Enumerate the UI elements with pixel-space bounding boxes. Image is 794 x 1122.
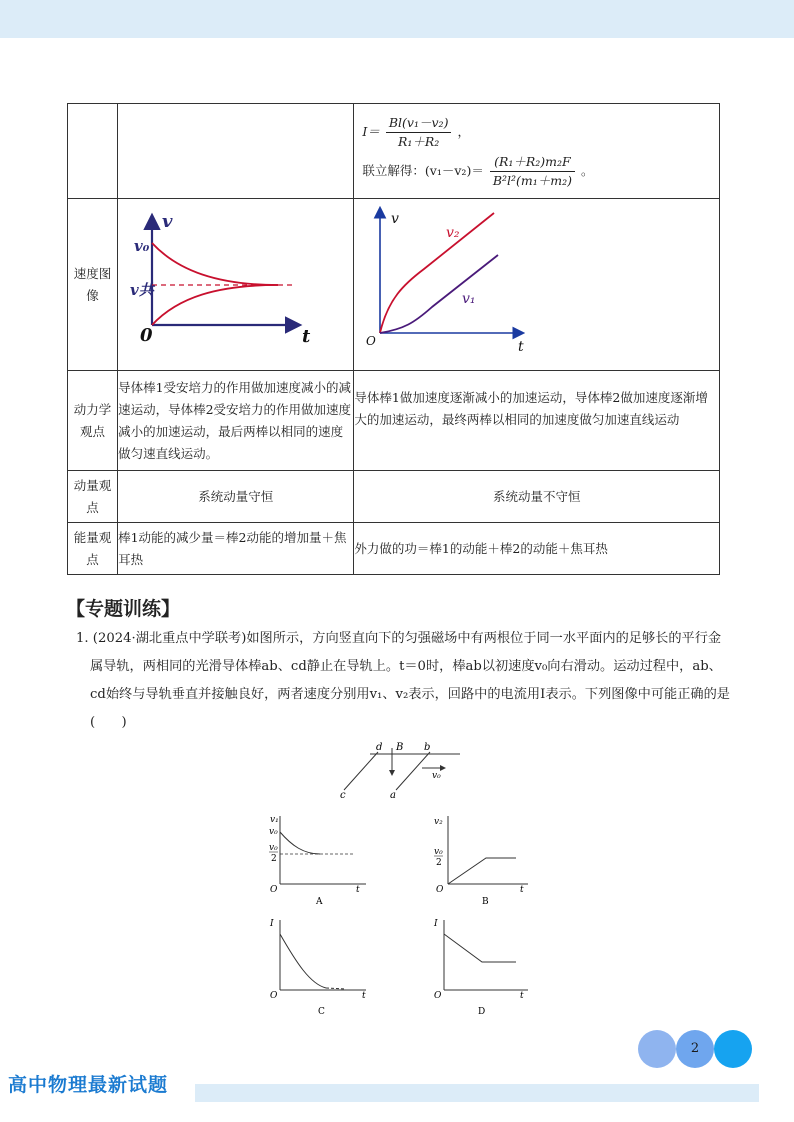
eq2-denominator: B²l²(m₁＋m₂) bbox=[492, 173, 572, 188]
velocity-graph-left-cell bbox=[118, 199, 354, 371]
table-row-momentum bbox=[68, 471, 720, 523]
v-axis-label: v bbox=[162, 211, 173, 232]
momentum-right: 系统动量不守恒 bbox=[354, 471, 720, 523]
velocity-graph-right bbox=[354, 199, 719, 363]
footer-logo: 高中物理最新试题 bbox=[8, 1074, 169, 1096]
table-row-equations bbox=[68, 104, 720, 199]
x-label: t bbox=[520, 885, 524, 895]
question-text: (2024·湖北重点中学联考)如图所示，方向竖直向下的匀强磁场中有两根位于同一水平面内的足够长的平行金属导轨，两相同的光滑导体棒ab、cd静止在导轨上。t＝0时，棒ab以初速度v₀向右滑动。运动过程中，ab、cd始终与导轨垂直并接触良好，两者速度分别用v₁、v₂表示，回路中的电流用I表示。下列图像中可能正确的是( ) bbox=[90, 631, 730, 730]
eq2-prefix: 联立解得：(v₁－v₂)＝ bbox=[362, 163, 484, 178]
empty-cell bbox=[68, 104, 118, 199]
table-row-energy bbox=[68, 523, 720, 575]
b-arrowhead bbox=[389, 770, 395, 776]
v1-curve bbox=[280, 832, 320, 854]
section-title: 【专题训练】 bbox=[66, 598, 181, 620]
y-label: I bbox=[270, 919, 274, 929]
y-label: v₁ bbox=[270, 815, 279, 825]
increasing-curve bbox=[152, 285, 278, 325]
option-letter: C bbox=[318, 1007, 325, 1017]
velocity-graph-right-cell bbox=[354, 199, 720, 371]
origin-label: 0 bbox=[140, 325, 153, 346]
v0-tick: v₀ bbox=[269, 827, 278, 837]
rails-figure bbox=[330, 738, 470, 800]
x-label: t bbox=[362, 991, 366, 1001]
rod-ab bbox=[396, 752, 430, 790]
current-curve bbox=[280, 934, 326, 988]
x-label: t bbox=[520, 991, 524, 1001]
eq1-lhs: I＝ bbox=[362, 124, 380, 139]
option-letter: B bbox=[482, 897, 489, 907]
empty-cell bbox=[118, 104, 354, 199]
half-num: v₀ bbox=[269, 843, 278, 853]
eq2-numerator: (R₁＋R₂)m₂F bbox=[490, 153, 575, 172]
origin: O bbox=[434, 991, 442, 1001]
footer-band bbox=[195, 1084, 759, 1102]
eq1-tail: ， bbox=[457, 124, 470, 139]
eq1-denominator: R₁＋R₂ bbox=[397, 134, 440, 149]
origin: O bbox=[270, 991, 278, 1001]
equations-cell bbox=[354, 104, 720, 199]
question-1 bbox=[76, 625, 730, 737]
origin-label: O bbox=[366, 334, 377, 348]
x-label: t bbox=[356, 885, 360, 895]
current-tail bbox=[326, 988, 346, 989]
row-label bbox=[68, 471, 118, 523]
v0-label: v₀ bbox=[134, 237, 150, 255]
y-label: I bbox=[434, 919, 438, 929]
label-b: b bbox=[424, 742, 431, 753]
label-B: B bbox=[396, 742, 404, 753]
label-d: d bbox=[376, 742, 383, 753]
row-label bbox=[68, 523, 118, 575]
page-circle-left bbox=[638, 1030, 676, 1068]
label-velocity-graph: 速度图像 bbox=[73, 265, 112, 303]
v0-arrowhead bbox=[440, 765, 446, 771]
half-num: v₀ bbox=[434, 847, 443, 857]
comparison-table bbox=[67, 103, 720, 575]
vgong-label: v共 bbox=[130, 281, 154, 299]
eq1-numerator: Bl(v₁－v₂) bbox=[386, 114, 452, 133]
table-row-dynamics bbox=[68, 371, 720, 471]
origin: O bbox=[270, 885, 278, 895]
top-band bbox=[0, 0, 794, 38]
table-row-velocity bbox=[68, 199, 720, 371]
rod-cd bbox=[344, 752, 378, 790]
label-v0: v₀ bbox=[432, 771, 441, 781]
v1-label: v₁ bbox=[462, 291, 476, 307]
row-label bbox=[68, 371, 118, 471]
v2-line bbox=[448, 858, 516, 884]
momentum-left: 系统动量守恒 bbox=[118, 471, 354, 523]
row-label bbox=[68, 199, 118, 371]
decreasing-curve bbox=[152, 243, 278, 285]
label-c: c bbox=[340, 790, 346, 800]
t-axis-label: t bbox=[302, 326, 311, 347]
dynamics-left: 导体棒1受安培力的作用做加速度减小的减速运动，导体棒2受安培力的作用做加速度减小的加速运动，最后两棒以相同的速度做匀速直线运动。 bbox=[118, 371, 354, 471]
eq2-fraction bbox=[490, 153, 575, 190]
t-axis-label: t bbox=[518, 339, 525, 355]
dynamics-right: 导体棒1做加速度逐渐减小的加速运动，导体棒2做加速度逐渐增大的加速运动，最终两棒以相同的加速度做匀加速直线运动 bbox=[354, 371, 720, 471]
option-b-graph bbox=[424, 812, 544, 912]
option-letter: D bbox=[478, 1007, 486, 1017]
energy-left: 棒1动能的减少量＝棒2动能的增加量＋焦耳热 bbox=[118, 523, 354, 575]
energy-right: 外力做的功＝棒1的动能＋棒2的动能＋焦耳热 bbox=[354, 523, 720, 575]
page-circle-right bbox=[714, 1030, 752, 1068]
eq1-fraction bbox=[386, 114, 452, 151]
label-dynamics: 动力学观点 bbox=[73, 401, 112, 439]
current-line bbox=[444, 934, 516, 962]
label-energy: 能量观点 bbox=[73, 529, 112, 567]
question-number: 1. bbox=[76, 631, 89, 646]
label-momentum: 动量观点 bbox=[73, 477, 112, 515]
page-number: 2 bbox=[676, 1030, 714, 1068]
option-c-graph bbox=[256, 912, 376, 1018]
v2-label: v₂ bbox=[446, 225, 460, 241]
v-axis-label: v bbox=[391, 211, 400, 227]
origin: O bbox=[436, 885, 444, 895]
eq2-tail: 。 bbox=[580, 163, 594, 178]
option-d-graph bbox=[420, 912, 544, 1018]
velocity-graph-left bbox=[118, 199, 354, 363]
half-den: 2 bbox=[271, 854, 277, 864]
option-a-graph bbox=[256, 812, 376, 912]
option-letter: A bbox=[316, 897, 323, 907]
v2-curve bbox=[380, 213, 494, 333]
label-a: a bbox=[390, 790, 396, 800]
half-den: 2 bbox=[436, 858, 442, 868]
y-label: v₂ bbox=[434, 817, 443, 827]
